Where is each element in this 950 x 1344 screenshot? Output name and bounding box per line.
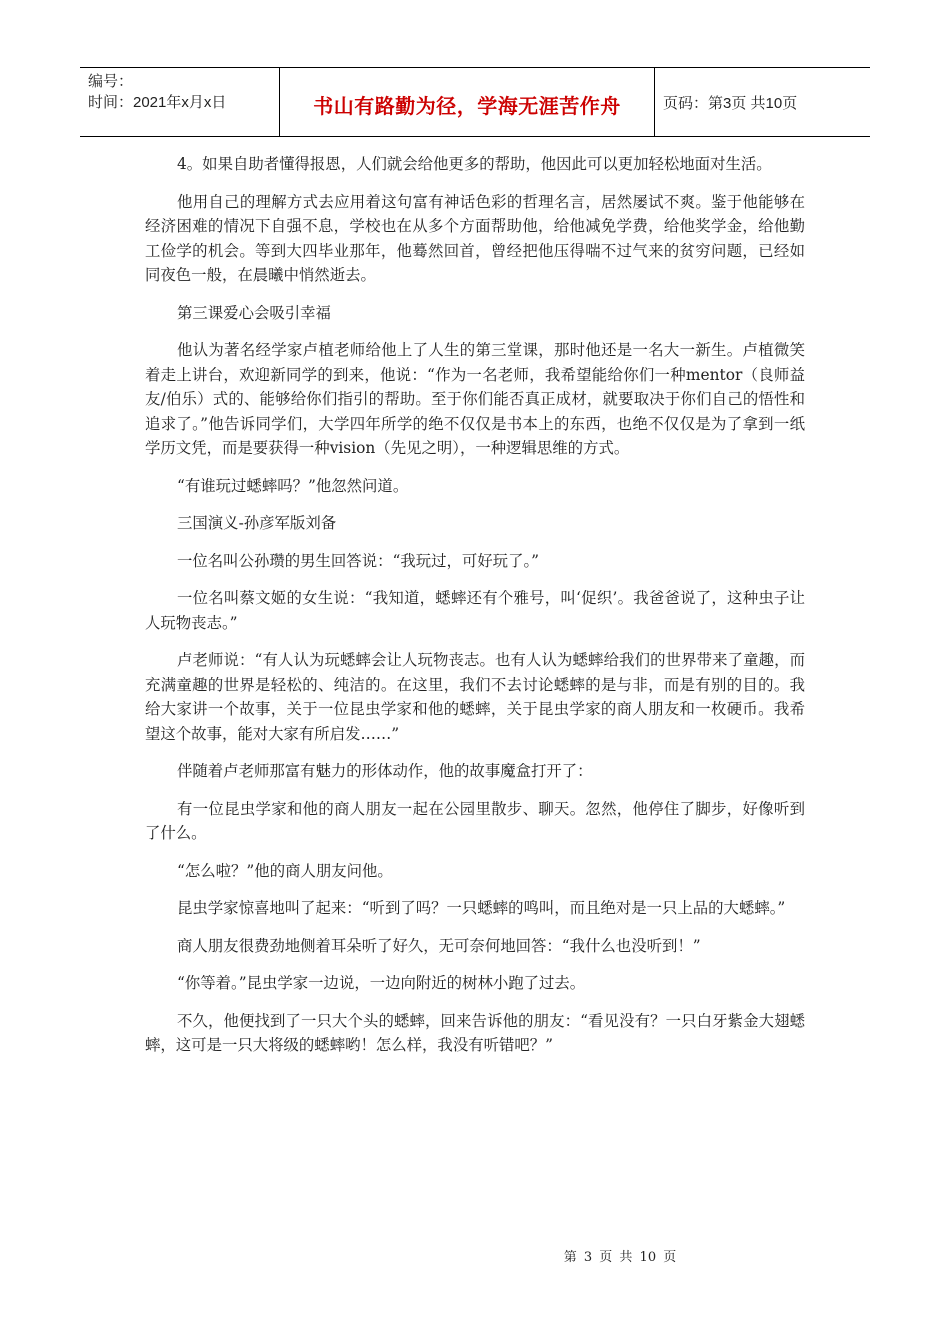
paragraph: 商人朋友很费劲地侧着耳朵听了好久，无可奈何地回答：“我什么也没听到！” <box>177 936 701 955</box>
paragraph: 一位名叫蔡文姬的女生说：“我知道，蟋蟀还有个雅号，叫‘促织’。我爸爸说了，这种虫子让人玩物丧志。” <box>145 589 805 632</box>
paragraph: 他认为著名经学家卢植老师给他上了人生的第三堂课，那时他还是一名大一新生。卢植微笑着走上讲台，欢迎新同学的到来，他说：“作为一名老师，我希望能给你们一种mentor（良师益友/伯乐）式的、能够给你们指引的帮助。至于你们能否真正成材，就要取决于你们自己的悟性和追求了。”他告诉同学们，大学四年所学的绝不仅仅是书本上的东西，也绝不仅仅是为了拿到一纸学历文凭，而是要获得一种vision（先见之明），一种逻辑思维的方式。 <box>145 341 805 457</box>
paragraph: 4。如果自助者懂得报恩，人们就会给他更多的帮助，他因此可以更加轻松地面对生活。 <box>177 155 772 173</box>
paragraph: 不久，他便找到了一只大个头的蟋蟀，回来告诉他的朋友：“看见没有？一只白牙紫金大翅蟋蟀，这可是一只大将级的蟋蟀哟！怎么样，我没有听错吧？” <box>145 1011 805 1054</box>
paragraph: 昆虫学家惊喜地叫了起来：“听到了吗？一只蟋蟀的鸣叫，而且绝对是一只上品的大蟋蟀。” <box>177 899 786 917</box>
paragraph: 一位名叫公孙瓒的男生回答说：“我玩过，可好玩了。” <box>177 551 540 570</box>
header-motto-cell <box>280 68 655 136</box>
paragraph: 他用自己的理解方式去应用着这句富有神话色彩的哲理名言，居然屡试不爽。鉴于他能够在经济困难的情况下自强不息，学校也在从多个方面帮助他，给他减免学费，给他奖学金，给他勤工俭学的机会。等到大四毕业那年，他蓦然回首，曾经把他压得喘不过气来的贫穷问题，已经如同夜色一般，在晨曦中悄然逝去。 <box>145 192 805 284</box>
motto-text: 书山有路勤为径，学海无涯苦作舟 <box>313 93 621 118</box>
header-info-cell <box>80 68 280 136</box>
page-header <box>80 67 870 137</box>
document-body <box>145 152 805 1071</box>
section-heading: 第三课爱心会吸引幸福 <box>177 303 331 322</box>
paragraph: 有一位昆虫学家和他的商人朋友一起在公园里散步、聊天。忽然，他停住了脚步，好像听到了什么。 <box>145 799 805 842</box>
paragraph: “怎么啦？”他的商人朋友问他。 <box>177 861 393 880</box>
paragraph: 伴随着卢老师那富有魅力的形体动作，他的故事魔盒打开了： <box>177 762 593 780</box>
date-label: 时间：2021年x月x日 <box>88 94 227 111</box>
header-page-cell <box>655 68 870 136</box>
page-footer: 第 3 页 共 10 页 <box>563 1250 677 1265</box>
paragraph: “有谁玩过蟋蟀吗？”他忽然问道。 <box>177 476 409 495</box>
number-label: 编号： <box>88 73 134 90</box>
paragraph: 卢老师说：“有人认为玩蟋蟀会让人玩物丧志。也有人认为蟋蟀给我们的世界带来了童趣，而充满童趣的世界是轻松的、纯洁的。在这里，我们不去讨论蟋蟀的是与非，而是有别的目的。我给大家讲一个故事，关于一位昆虫学家和他的蟋蟀，关于昆虫学家的商人朋友和一枚硬币。我希望这个故事，能对大家有所启发……” <box>145 651 805 743</box>
paragraph: 三国演义-孙彦军版刘备 <box>177 514 337 532</box>
page-info: 页码：第3页 共10页 <box>663 94 798 112</box>
paragraph: “你等着。”昆虫学家一边说，一边向附近的树林小跑了过去。 <box>177 974 586 992</box>
